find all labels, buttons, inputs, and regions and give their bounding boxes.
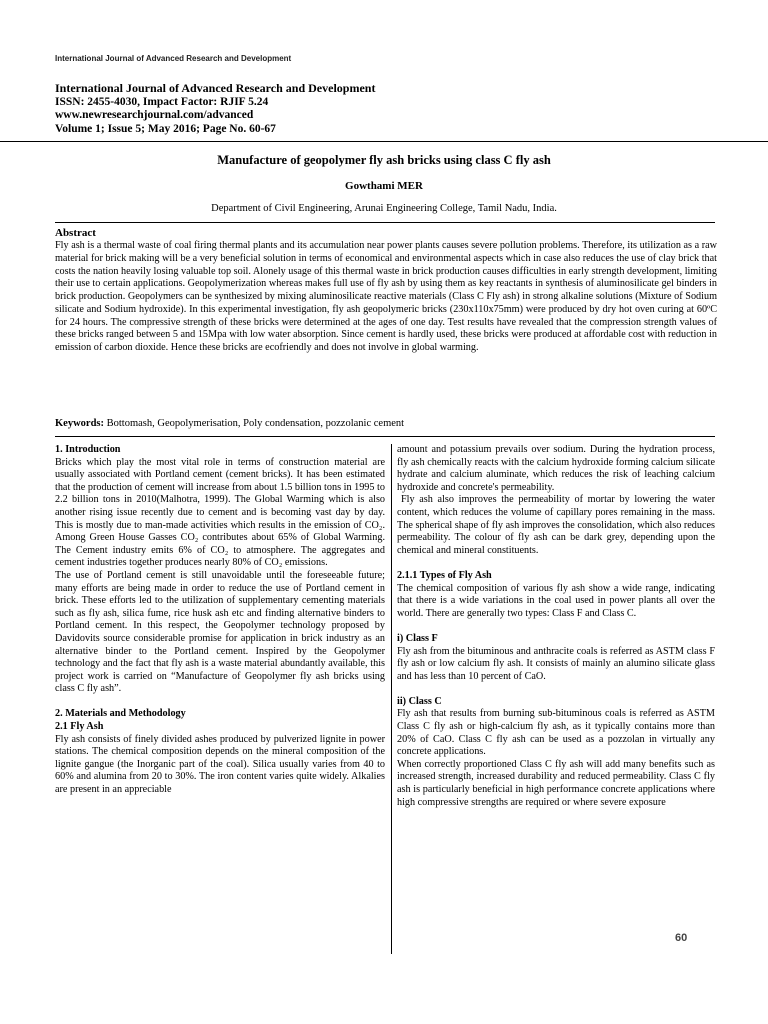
intro-paragraph-2: The use of Portland cement is still unavoidable until the foreseeable future; many efforts are being made in order to reduce the use of Portland cement in brick. These efforts led to the utilization of supplementary cementing materials such as fly ash, silica fume, rice husk ash etc and finding alternative binders to Portland cement. In this respect, the Geopolymer technology proposed by Davidovits source considerable promise for application in brick industry as an alternative binder to the Portland cement. Inspired by the Geopolymer technology and the fact that fly ash is a waste material abundantly available, this project work is carried on “Manufacture of Geopolymer fly ash bricks using class C fly ash”. — [55, 569, 385, 695]
class-c-paragraph-2: When correctly proportioned Class C fly ash will add many benefits such as increased strength, increased durability and reduced permeability. Class C fly ash is particularly beneficial in high performance concrete applications where high compressive strengths are required or where severe exposure — [397, 758, 715, 808]
class-c-heading: ii) Class C — [397, 695, 442, 707]
abstract-divider — [55, 222, 715, 223]
right-column — [397, 444, 715, 809]
abstract-heading: Abstract — [55, 227, 96, 239]
types-paragraph: The chemical composition of various fly ash show a wide range, indicating that there is a wide variations in the coal used in power plants all over the world. There are generally two types: Class F and Class C. — [397, 582, 715, 619]
journal-title: International Journal of Advanced Research and Development — [55, 81, 376, 95]
types-heading: 2.1.1 Types of Fly Ash — [397, 569, 492, 581]
intro-heading: 1. Introduction — [55, 444, 121, 455]
class-f-paragraph: Fly ash from the bituminous and anthracite coals is referred as ASTM class F fly ash or low calcium fly ash. It consists of mainly an alumino silicate glass and has less than 10 percent of CaO. — [397, 645, 715, 682]
intro-paragraph-1: Bricks which play the most vital role in terms of construction material are usually associated with Portland cement (cement bricks). It has been estimated that the production of cement will increase from about 1.5 billion tons in 1995 to 2.2 billion tons in 2010(Malhotra, 1999). The Global Warming which is also another rising issue recently due to cement and is becoming vast day by day. This is mostly due to man-made activities which results in the emission of CO₂. Among Green House Gasses CO₂ contributes about 65% of Global Warming. The Cement industry emits 6% of CO₂ to atmosphere. The aggregates and cement industries together produces nearly 80% of CO₂ emissions. — [55, 456, 385, 569]
abstract-text: Fly ash is a thermal waste of coal firing thermal plants and its accumulation near power plants causes severe pollution problems. Therefore, its utilization as a raw material for brick making will be a very beneficial solution in terms of economical and environmental aspects which in case also reduces the use of clay brick that costs the nation heavily losing valuable top soil. Alonely usage of this thermal waste in brick production causes difficulties in early strength development, limiting their use to certain applications. Geopolymerization whereas makes full use of fly ash by using them as key reactants in synthesis of aluminosilicate gel binders in brick production. Geopolymers can be synthesized by mixing aluminosilicate reactive materials (Class C Fly ash) in strong alkaline solutions (Mixture of Sodium silicate and Sodium hydroxide). In this experimental investigation, fly ash geopolymeric bricks (230x110x75mm) were produced by dry hot oven curing at 60ºC for 24 hours. The compressive strength of these bricks were determined at the ages of one day. Test results have revealed that the compression strength values of these bricks ranged between 5 and 15Mpa with low water absorption. Since cement is hardly used, these bricks were produced at affordable cost with reduction in emission of carbon dioxide. Hence these bricks are ecofriendly and does not involve in global warming. — [55, 240, 717, 353]
flyash-paragraph-2: Fly ash also improves the permeability of mortar by lowering the water content, which reduces the volume of capillary pores remaining in the mass. The spherical shape of fly ash improves the consolidation, which also reduces permeability. The colour of fly ash can be dark grey, depending upon the chemical and mineral constituents. — [397, 494, 715, 556]
keywords-line — [55, 418, 717, 429]
journal-masthead — [55, 82, 715, 136]
class-c-paragraph-1: Fly ash that results from burning sub-bituminous coals is referred as ASTM Class C fly ash or high-calcium fly ash, as it typically contains more than 20% of CaO. Class C fly ash can be used as a pozzolan in virtually any concrete applications. — [397, 708, 715, 758]
keywords-text: Bottomash, Geopolymerisation, Poly condensation, pozzolanic cement — [104, 418, 405, 429]
article-title: Manufacture of geopolymer fly ash bricks using class C fly ash — [217, 153, 551, 167]
left-column — [55, 444, 385, 797]
page-number: 60 — [675, 932, 688, 944]
keywords-divider — [55, 436, 715, 437]
masthead-divider — [0, 141, 768, 142]
article-author: Gowthami MER — [345, 180, 423, 192]
running-head: International Journal of Advanced Research and Development — [55, 54, 292, 63]
class-f-heading: i) Class F — [397, 632, 438, 644]
volume-line: Volume 1; Issue 5; May 2016; Page No. 60-67 — [55, 122, 276, 135]
keywords-label: Keywords: — [55, 418, 104, 429]
flyash-paragraph-cont: amount and potassium prevails over sodium. During the hydration process, fly ash chemically reacts with the calcium hydroxide forming calcium silicate hydrate and calcium aluminate, which reduces the risk of leaching calcium hydroxide and concrete's permeability. — [397, 444, 715, 493]
column-divider — [391, 444, 392, 954]
flyash-paragraph-1: Fly ash consists of finely divided ashes produced by pulverized lignite in power stations. The chemical composition depends on the mineral composition of the lignite gangue (the Inorganic part of the coal). Silica usually varies from 40 to 60% and alumina from 20 to 30%. The iron content varies quite widely. Alkalies are present in an appreciable — [55, 733, 385, 796]
methods-heading: 2. Materials and Methodology — [55, 708, 186, 720]
issn-line: ISSN: 2455-4030, Impact Factor: RJIF 5.24 — [55, 95, 269, 108]
author-affiliation: Department of Civil Engineering, Arunai Engineering College, Tamil Nadu, India. — [211, 203, 557, 214]
flyash-heading: 2.1 Fly Ash — [55, 721, 104, 733]
journal-website: www.newresearchjournal.com/advanced — [55, 109, 254, 121]
